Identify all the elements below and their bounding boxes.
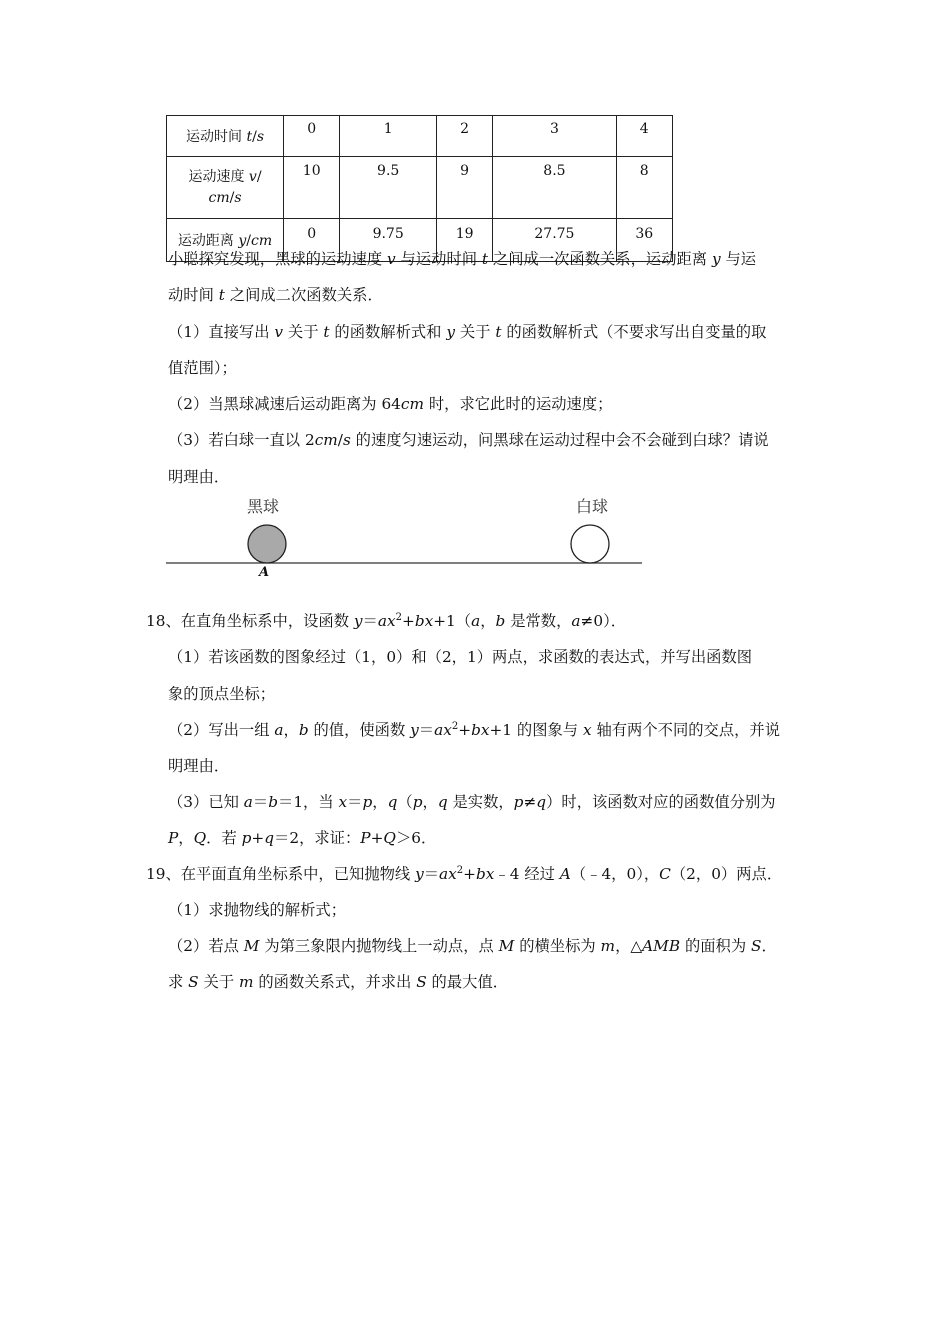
q17-intro-line2: 动时间 t 之间成二次函数关系． (168, 286, 383, 304)
table-cell: 36 (616, 219, 672, 262)
q17-part3-line1: （3）若白球一直以 2cm/s 的速度匀速运动，问黑球在运动过程中会不会碰到白球？请说 (168, 431, 769, 449)
balls-figure (160, 516, 650, 586)
table-cell: 1 (340, 116, 436, 157)
table-row-speed (167, 157, 673, 219)
q17-part3-line2: 明理由． (168, 468, 230, 486)
table-cell: 9 (436, 157, 492, 219)
white-ball-label: 白球 (576, 497, 609, 516)
q17-part2: （2）当黑球减速后运动距离为 64cm 时，求它此时的运动速度； (168, 395, 613, 413)
table-cell: 10 (284, 157, 340, 219)
q18-part2-line2: 明理由． (168, 757, 230, 775)
q17-part1-line2: 值范围）； (168, 359, 237, 377)
motion-data-table (166, 115, 673, 262)
q19-part1: （1）求抛物线的解析式； (168, 901, 346, 919)
table-cell: 19 (436, 219, 492, 262)
q18-part1-line2: 象的顶点坐标； (168, 685, 276, 703)
table-cell: 9.5 (340, 157, 436, 219)
q18-part3-line1: （3）已知 a＝b＝1，当 x＝p，q（p，q 是实数，p≠q）时，该函数对应的函数值分别为 (168, 793, 776, 811)
table-cell: 0 (284, 116, 340, 157)
table-cell: 27.75 (493, 219, 616, 262)
q17-intro-line1: 小聪探究发现，黑球的运动速度 v 与运动时间 t 之间成一次函数关系，运动距离 y 与运 (168, 250, 757, 268)
q19-stem: 19、在平面直角坐标系中，已知抛物线 $y=ax^2+bx﹣4$ 经过 A（﹣4，0），C（2，0）两点． (146, 865, 783, 883)
q19-part2-line1: （2）若点 M 为第三象限内抛物线上一动点，点 M 的横坐标为 m，△AMB 的面积为 S． (168, 937, 777, 955)
q17-part1-line1: （1）直接写出 v 关于 t 的函数解析式和 y 关于 t 的函数解析式（不要求写出自变量的取 (168, 323, 767, 341)
table-header-distance: 运动距离 y/cm (167, 219, 284, 262)
q18-part3-line2: P，Q．若 p+q＝2，求证：P+Q＞6． (168, 829, 437, 847)
table-cell: 8 (616, 157, 672, 219)
point-a-label: A (259, 565, 270, 580)
table-cell: 4 (616, 116, 672, 157)
black-ball (248, 525, 286, 563)
table-cell: 8.5 (493, 157, 616, 219)
table-cell: 9.75 (340, 219, 436, 262)
q18-part2-line1: （2）写出一组 a，b 的值，使函数 $y=ax^2+bx+1$ 的图象与 x 轴有两个不同的交点，并说 (168, 721, 781, 739)
table-header-speed: 运动速度 v/ cm/s (167, 157, 284, 219)
table-row-time (167, 116, 673, 157)
q18-stem: 18、在直角坐标系中，设函数 $y=ax^2+bx+1(a$，b 是常数，a≠0）． (146, 612, 627, 630)
q18-part1-line1: （1）若该函数的图象经过（1，0）和（2，1）两点，求函数的表达式，并写出函数图 (168, 648, 753, 666)
table-cell: 0 (284, 219, 340, 262)
table-header-time: 运动时间 t/s (167, 116, 284, 157)
table-cell: 2 (436, 116, 492, 157)
white-ball (571, 525, 609, 563)
black-ball-label: 黑球 (247, 497, 280, 516)
table-cell: 3 (493, 116, 616, 157)
q19-part2-line2: 求 S 关于 m 的函数关系式，并求出 S 的最大值． (168, 973, 509, 991)
